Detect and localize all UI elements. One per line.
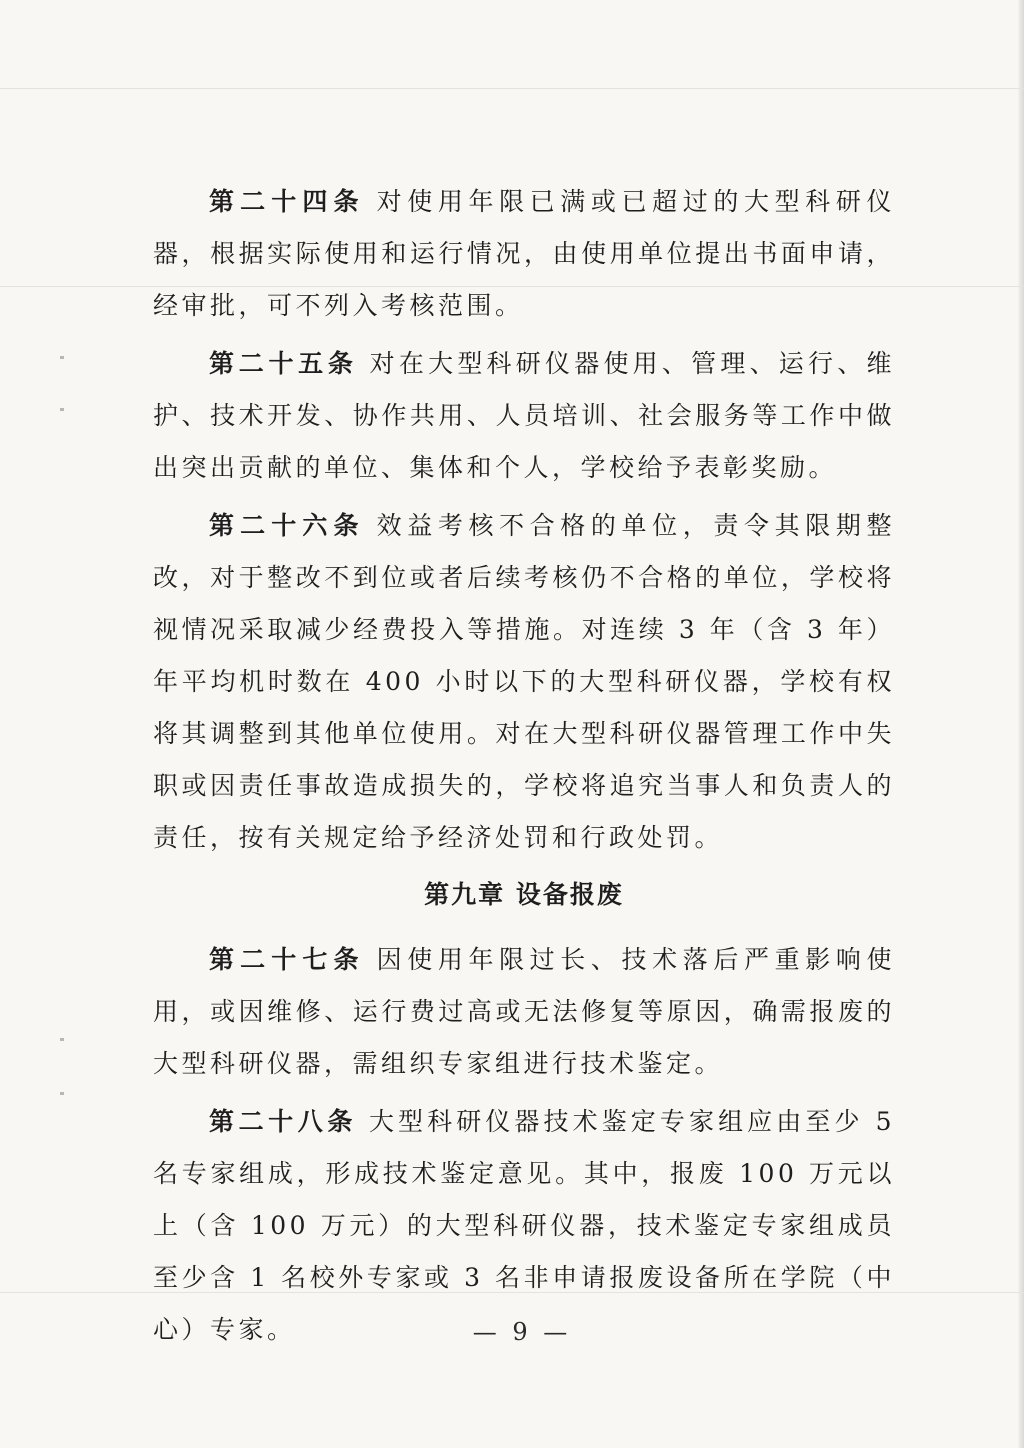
margin-mark bbox=[60, 408, 64, 411]
article-text: 效益考核不合格的单位，责令其限期整改，对于整改不到位或者后续考核仍不合格的单位，学校将视情况采取减少经费投入等措施。对连续 3 年（含 3 年）年平均机时数在 400 小时以下的大型科研仪器，学校有权将其调整到其他单位使用。对在大型科研仪器管理工作中失职或因责任事故造成损失的，学校将追究当事人和负责人的责任，按有关规定给予经济处罚和行政处罚。 bbox=[153, 511, 895, 852]
article-label: 第二十五条 bbox=[209, 349, 358, 378]
article-25 bbox=[153, 338, 895, 494]
article-text: 大型科研仪器技术鉴定专家组应由至少 5 名专家组成，形成技术鉴定意见。其中，报废 100 万元以上（含 100 万元）的大型科研仪器，技术鉴定专家组成员至少含 1 名校外专家或 3 名非申请报废设备所在学院（中心）专家。 bbox=[153, 1107, 895, 1344]
article-27 bbox=[153, 934, 895, 1090]
chapter-heading: 第九章 设备报废 bbox=[424, 880, 624, 909]
article-label: 第二十八条 bbox=[209, 1107, 357, 1136]
article-label: 第二十四条 bbox=[209, 187, 365, 216]
article-28 bbox=[153, 1096, 895, 1356]
article-text: 对使用年限已满或已超过的大型科研仪器，根据实际使用和运行情况，由使用单位提出书面申请，经审批，可不列入考核范围。 bbox=[153, 187, 895, 320]
article-24 bbox=[153, 176, 895, 332]
scan-line bbox=[0, 88, 1024, 89]
article-label: 第二十七条 bbox=[209, 945, 365, 974]
article-26 bbox=[153, 500, 895, 864]
scan-edge bbox=[1018, 0, 1024, 1448]
article-label: 第二十六条 bbox=[209, 511, 365, 540]
margin-mark bbox=[60, 1092, 64, 1095]
article-text: 对在大型科研仪器使用、管理、运行、维护、技术开发、协作共用、人员培训、社会服务等工作中做出突出贡献的单位、集体和个人，学校给予表彰奖励。 bbox=[153, 349, 895, 482]
page-number: — 9 — bbox=[472, 1318, 572, 1346]
document-body bbox=[153, 176, 895, 1362]
margin-mark bbox=[60, 1038, 64, 1041]
margin-mark bbox=[60, 356, 64, 359]
article-text: 因使用年限过长、技术落后严重影响使用，或因维修、运行费过高或无法修复等原因，确需报废的大型科研仪器，需组织专家组进行技术鉴定。 bbox=[153, 945, 895, 1078]
